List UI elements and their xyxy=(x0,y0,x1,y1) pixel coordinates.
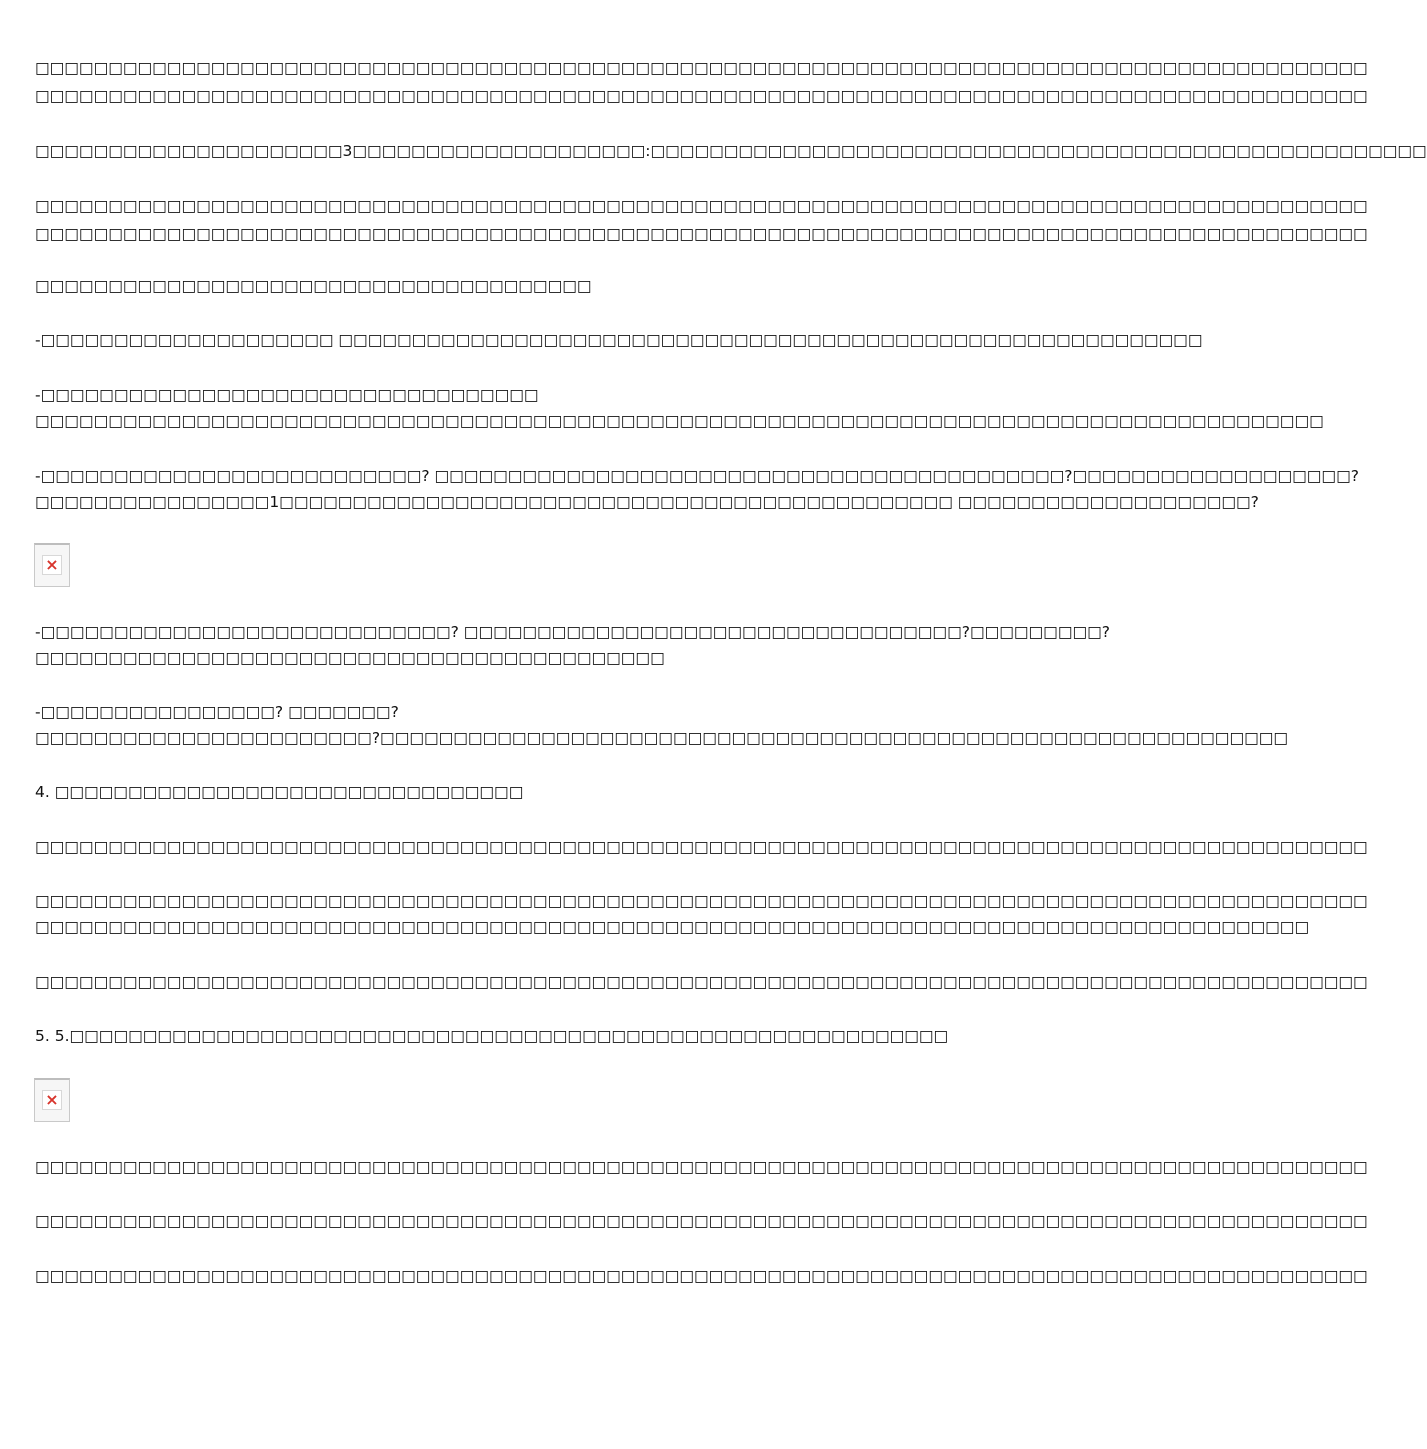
text-line: □□□□□□□□□□□□□□□□□□□□□□□□□□□□□□□□□□□□□□□□□□□□□□□□□□□□□□□□□□□□□□□□□□□□□□□□□□□□□□□□□□□□□□□□□□□ xyxy=(35,1158,1368,1176)
list-item: -□□□□□□□□□□□□□□□□□□□□□□□□□□□□□□□□□□ xyxy=(35,386,539,404)
text-line: □□□□□□□□□□□□□□□□□□□□□□□□□□□□□□□□□□□□□□□□□□□□□□□□□□□□□□□□□□□□□□□□□□□□□□□□□□□□□□□□□□□□□□□□□□□ xyxy=(35,59,1368,77)
text-line: □□□□□□□□□□□□□□□□□□□□□□□□□□□□□□□□□□□□□□□□□□□□□□□□□□□□□□□□□□□□□□□□□□□□□□□□□□□□□□□□□□□□□□□□□□□ xyxy=(35,197,1368,215)
text-line: □□□□□□□□□□□□□□□□□□□□□□□□□□□□□□□□□□□□□□ xyxy=(35,277,592,295)
list-item: -□□□□□□□□□□□□□□□□? □□□□□□□? xyxy=(35,703,399,721)
list-item: -□□□□□□□□□□□□□□□□□□□□□□□□□□? □□□□□□□□□□□□□□□□□□□□□□□□□□□□□□□□□□□□□□□□□□□?□□□□□□□□□□□□□□□□□□□? xyxy=(35,467,1359,485)
text-line: □□□□□□□□□□□□□□□□□□□□□3□□□□□□□□□□□□□□□□□□□□:□□□□□□□□□□□□□□□□□□□□□□□□□□□□□□□□□□□□□□□□□□□□□□□□□□□□□ xyxy=(35,142,1427,160)
text-line: □□□□□□□□□□□□□□□□□□□□□□□□□□□□□□□□□□□□□□□□□□□□□□□□□□□□□□□□□□□□□□□□□□□□□□□□□□□□□□□□□□□□□□□□□□□ xyxy=(35,87,1368,105)
text-line: □□□□□□□□□□□□□□□□□□□□□□□□□□□□□□□□□□□□□□□□□□□□□□□□□□□□□□□□□□□□□□□□□□□□□□□□□□□□□□□□□□□□□□□□□□□ xyxy=(35,838,1368,856)
text-line: □□□□□□□□□□□□□□□□□□□□□□□□□□□□□□□□□□□□□□□□□□□□□□□□□□□□□□□□□□□□□□□□□□□□□□□□□□□□□□□□□□□□□□□ xyxy=(35,918,1310,936)
list-item: -□□□□□□□□□□□□□□□□□□□□ □□□□□□□□□□□□□□□□□□□□□□□□□□□□□□□□□□□□□□□□□□□□□□□□□□□□□□□□□□□ xyxy=(35,331,1203,349)
text-line: □□□□□□□□□□□□□□□□□□□□□□□□□□□□□□□□□□□□□□□□□□□□□□□□□□□□□□□□□□□□□□□□□□□□□□□□□□□□□□□□□□□□□□□□□□□ xyxy=(35,892,1368,910)
section-heading: 4. □□□□□□□□□□□□□□□□□□□□□□□□□□□□□□□□ xyxy=(35,783,524,801)
section-heading: 5. 5.□□□□□□□□□□□□□□□□□□□□□□□□□□□□□□□□□□□□□□□□□□□□□□□□□□□□□□□□□□□□ xyxy=(35,1027,949,1045)
text-line: □□□□□□□□□□□□□□□□1□□□□□□□□□□□□□□□□□□□□□□□□□□□□□□□□□□□□□□□□□□□□□□ □□□□□□□□□□□□□□□□□□□□? xyxy=(35,493,1259,511)
text-line: □□□□□□□□□□□□□□□□□□□□□□□□□□□□□□□□□□□□□□□□□□□□□□□□□□□□□□□□□□□□□□□□□□□□□□□□□□□□□□□□□□□□□□□□□□□ xyxy=(35,973,1368,991)
text-line: □□□□□□□□□□□□□□□□□□□□□□□□□□□□□□□□□□□□□□□□□□□□□□□□□□□□□□□□□□□□□□□□□□□□□□□□□□□□□□□□□□□□□□□□□□□ xyxy=(35,225,1368,243)
broken-image-icon xyxy=(34,1078,70,1122)
close-icon: × xyxy=(42,555,62,575)
close-icon: × xyxy=(42,1090,62,1110)
text-line: □□□□□□□□□□□□□□□□□□□□□□□□□□□□□□□□□□□□□□□□□□□ xyxy=(35,649,665,667)
text-line: □□□□□□□□□□□□□□□□□□□□□□□□□□□□□□□□□□□□□□□□□□□□□□□□□□□□□□□□□□□□□□□□□□□□□□□□□□□□□□□□□□□□□□□□□□□ xyxy=(35,1212,1368,1230)
text-line: □□□□□□□□□□□□□□□□□□□□□□□□□□□□□□□□□□□□□□□□□□□□□□□□□□□□□□□□□□□□□□□□□□□□□□□□□□□□□□□□□□□□□□□□ xyxy=(35,412,1324,430)
broken-image-icon xyxy=(34,543,70,587)
list-item: -□□□□□□□□□□□□□□□□□□□□□□□□□□□□? □□□□□□□□□□□□□□□□□□□□□□□□□□□□□□□□□□?□□□□□□□□□? xyxy=(35,623,1110,641)
text-line: □□□□□□□□□□□□□□□□□□□□□□□□□□□□□□□□□□□□□□□□□□□□□□□□□□□□□□□□□□□□□□□□□□□□□□□□□□□□□□□□□□□□□□□□□□□ xyxy=(35,1267,1368,1285)
text-line: □□□□□□□□□□□□□□□□□□□□□□□?□□□□□□□□□□□□□□□□□□□□□□□□□□□□□□□□□□□□□□□□□□□□□□□□□□□□□□□□□□□□□□ xyxy=(35,729,1289,747)
